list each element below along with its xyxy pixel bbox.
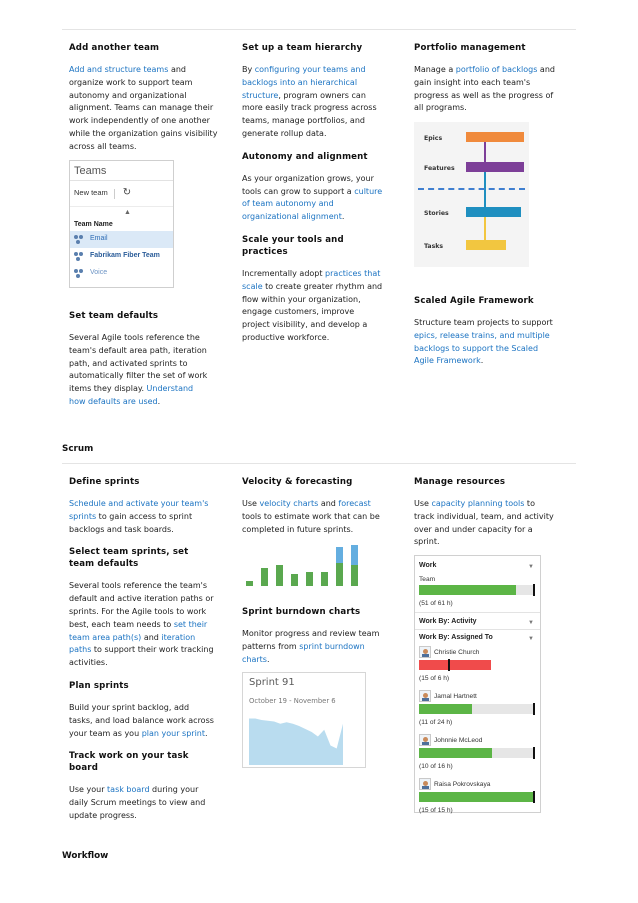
resources-text <box>414 498 556 549</box>
capacity-work-heading[interactable]: Work <box>419 562 437 569</box>
velocity-remaining-bar <box>351 545 358 565</box>
paragraph-text: to create greater rhythm and flow within your organization, engage customers, improve project visibility, and develop a productive workforce. <box>242 281 383 342</box>
portfolio-heading: Portfolio management <box>414 43 526 53</box>
new-team-button[interactable]: New team <box>74 188 108 198</box>
inline-link[interactable]: portfolio of backlogs <box>455 65 538 74</box>
paragraph-text: By <box>242 65 255 74</box>
inline-link[interactable]: epics, release trains, and multiple backlogs to support the Scaled Agile Framework <box>414 330 550 366</box>
member-name: Raisa Pokrovskaya <box>434 781 491 788</box>
velocity-completed-bar <box>261 568 268 586</box>
member-name: Jamal Hartnett <box>434 693 477 700</box>
avatar <box>419 778 431 790</box>
paragraph-text: and gain insight into each team's progress as well as the progress of all programs. <box>414 65 555 113</box>
burndown-chart-dates: October 19 - November 6 <box>249 697 336 705</box>
member-capacity-fill <box>419 748 492 758</box>
member-capacity-fill <box>419 660 491 670</box>
member-capacity-summary: (10 of 16 h) <box>419 763 453 770</box>
backlog-level-bar <box>466 132 524 142</box>
resources-heading: Manage resources <box>414 477 506 487</box>
avatar <box>419 734 431 746</box>
workflow-heading: Workflow <box>62 851 109 861</box>
col-sprints <box>69 476 214 833</box>
paragraph-text: tools to estimate work that can be completed in future sprints. <box>242 511 380 534</box>
paragraph-text: Structure team projects to support <box>414 318 553 327</box>
velocity-completed-bar <box>306 572 313 586</box>
autonomy-heading: Autonomy and alignment <box>242 151 368 162</box>
paragraph-text: and <box>141 632 162 642</box>
burndown-chart-title: Sprint 91 <box>249 677 295 688</box>
team-row[interactable] <box>70 248 173 265</box>
inline-link[interactable]: culture of team autonomy and organizational alignment <box>242 186 383 222</box>
burndown-text <box>242 628 384 666</box>
inline-link[interactable]: plan your sprint <box>141 728 205 738</box>
paragraph-text: Use <box>242 499 260 508</box>
team-defaults-text <box>69 332 209 409</box>
member-capacity-fill <box>419 704 472 714</box>
member-capacity-marker <box>448 659 450 671</box>
portfolio-divider <box>418 188 525 190</box>
member-name: Johnnie McLeod <box>434 737 483 744</box>
velocity-completed-bar <box>351 565 358 586</box>
define-sprints-heading: Define sprints <box>69 477 140 487</box>
avatar <box>419 646 431 658</box>
inline-link[interactable]: iteration paths <box>69 632 196 655</box>
paragraph-text: Incrementally adopt <box>242 268 326 278</box>
scale-heading: Scale your tools and practices <box>242 234 344 257</box>
teams-panel-title: Teams <box>70 161 173 181</box>
capacity-by-activity[interactable]: Work By: Activity <box>419 618 477 625</box>
collapse-icon[interactable]: ▼ <box>528 636 534 642</box>
team-capacity-summary: (51 of 61 h) <box>419 600 453 607</box>
paragraph-text: to support their work tracking activities. <box>69 645 214 668</box>
capacity-divider <box>415 629 540 630</box>
backlog-level-label: Features <box>424 165 455 172</box>
paragraph-text: to track individual, team, and activity over and under capacity for a sprint. <box>414 499 554 547</box>
velocity-completed-bar <box>276 565 283 586</box>
capacity-panel <box>414 555 541 813</box>
paragraph-text: Monitor progress and review team patterns from <box>242 629 380 651</box>
member-capacity-marker <box>533 747 535 759</box>
member-capacity-marker <box>533 703 535 715</box>
team-row[interactable] <box>70 231 173 248</box>
col-safe <box>414 295 556 378</box>
collapse-icon[interactable]: ▼ <box>528 620 534 626</box>
velocity-completed-bar <box>291 574 298 586</box>
member-capacity-marker <box>533 791 535 803</box>
col-hierarchy <box>242 42 384 355</box>
col-add-team <box>69 42 219 164</box>
team-name-column-header[interactable]: Team Name <box>74 221 113 228</box>
team-name: Fabrikam Fiber Team <box>90 252 160 260</box>
backlog-level-label: Tasks <box>424 243 444 250</box>
sort-caret-icon: ▲ <box>124 209 131 216</box>
burndown-heading: Sprint burndown charts <box>242 607 361 617</box>
paragraph-text: Manage a <box>414 65 456 74</box>
portfolio-text <box>414 64 556 115</box>
paragraph-text: and <box>318 499 339 508</box>
paragraph-text: to gain access to sprint backlogs and task boards. <box>69 511 193 534</box>
backlog-level-bar <box>466 162 524 172</box>
paragraph-text: . <box>480 356 484 366</box>
select-sprints-text <box>69 580 214 670</box>
team-capacity-fill <box>419 585 516 595</box>
inline-link[interactable]: capacity planning tools <box>431 499 525 508</box>
portfolio-diagram <box>414 122 529 267</box>
col-team-defaults <box>69 310 209 419</box>
velocity-remaining-bar <box>336 547 343 563</box>
inline-link[interactable]: practices that scale <box>242 268 381 291</box>
velocity-completed-bar <box>336 563 343 586</box>
plan-sprints-text <box>69 702 214 740</box>
add-team-heading: Add another team <box>69 43 160 53</box>
task-board-heading: Track work on your task board <box>69 751 189 774</box>
member-capacity-bar <box>419 792 535 802</box>
paragraph-text: . <box>341 212 345 222</box>
backlog-level-label: Stories <box>424 210 449 217</box>
member-capacity-bar <box>419 660 491 670</box>
define-sprints-text <box>69 498 214 536</box>
select-sprints-heading: Select team sprints, set team defaults <box>69 547 189 570</box>
task-board-text <box>69 784 214 822</box>
team-icon <box>74 269 84 278</box>
inline-link[interactable]: velocity charts <box>259 499 319 508</box>
member-capacity-summary: (15 of 6 h) <box>419 675 450 682</box>
scrum-heading: Scrum <box>62 444 94 454</box>
paragraph-text: during your daily Scrum meetings to view and update progress. <box>69 785 206 820</box>
top-divider <box>62 29 576 30</box>
add-team-text <box>69 64 219 154</box>
capacity-divider <box>415 612 540 613</box>
inline-link[interactable]: task board <box>107 785 150 795</box>
velocity-completed-bar <box>246 581 253 586</box>
inline-link[interactable]: Understand how defaults are used <box>69 384 194 406</box>
inline-link[interactable]: set their team area path(s) <box>69 619 208 642</box>
paragraph-text: , program owners can more easily track progress across teams, manage portfolios, and generate rollup data. <box>242 90 377 138</box>
col-portfolio <box>414 42 556 125</box>
inline-link[interactable]: forecast <box>338 499 371 508</box>
paragraph-text: and organize work to support team autonomy and organizational alignment. Teams can manage their work independently of one another while the organization gains visibility across all teams. <box>69 65 218 151</box>
paragraph-text: Several tools reference the team's default and active iteration paths or sprints. For the Agile tools to work best, each team needs to <box>69 581 214 629</box>
inline-link[interactable]: Add and structure teams <box>69 65 169 74</box>
velocity-heading: Velocity & forecasting <box>242 477 353 487</box>
paragraph-text: Several Agile tools reference the team's default area path, iteration path, and activated sprints to automatically filter the set of work items they display. <box>69 333 208 394</box>
teams-toolbar <box>70 181 173 207</box>
safe-heading: Scaled Agile Framework <box>414 296 534 306</box>
member-name: Christie Church <box>434 649 480 656</box>
burndown-remaining-area <box>249 719 343 766</box>
team-capacity-bar <box>419 585 535 595</box>
paragraph-text: . <box>266 654 270 664</box>
avatar <box>419 690 431 702</box>
capacity-team-label: Team <box>419 576 436 583</box>
paragraph-text: . <box>157 396 161 406</box>
burndown-chart <box>242 672 366 768</box>
hierarchy-heading: Set up a team hierarchy <box>242 43 363 53</box>
team-name: Voice <box>90 269 108 277</box>
velocity-text <box>242 498 384 536</box>
burndown-area <box>243 673 367 769</box>
inline-link[interactable]: Schedule and activate your team's sprints <box>69 499 209 521</box>
paragraph-text: Build your sprint backlog, add tasks, and load balance work across your team as you <box>69 702 214 738</box>
member-capacity-bar <box>419 704 535 714</box>
collapse-icon[interactable]: ▼ <box>528 564 534 570</box>
paragraph-text: . <box>205 728 208 738</box>
team-icon <box>74 235 84 244</box>
inline-link[interactable]: configuring your teams and backlogs into an hierarchical structure <box>242 65 366 100</box>
team-capacity-marker <box>533 584 535 596</box>
col-velocity <box>242 476 384 546</box>
member-capacity-bar <box>419 748 535 758</box>
col-burndown <box>242 606 384 676</box>
paragraph-text: Use your <box>69 785 108 795</box>
paragraph-text: As your organization grows, your tools can grow to support a <box>242 173 374 196</box>
backlog-level-label: Epics <box>424 135 443 142</box>
team-row[interactable] <box>70 265 173 282</box>
autonomy-text <box>242 173 384 224</box>
scale-text <box>242 268 384 345</box>
team-icon <box>74 252 84 261</box>
velocity-completed-bar <box>321 572 328 586</box>
paragraph-text: Use <box>414 499 432 508</box>
safe-text <box>414 317 556 368</box>
refresh-icon[interactable]: ↻ <box>122 187 132 199</box>
backlog-level-bar <box>466 240 506 250</box>
plan-sprints-heading: Plan sprints <box>69 680 129 691</box>
member-capacity-summary: (15 of 15 h) <box>419 807 453 814</box>
member-capacity-summary: (11 of 24 h) <box>419 719 453 726</box>
scrum-divider <box>62 463 576 464</box>
capacity-by-assigned[interactable]: Work By: Assigned To <box>419 634 493 641</box>
member-capacity-fill <box>419 792 535 802</box>
toolbar-separator <box>114 189 115 199</box>
team-name: Email <box>90 235 108 243</box>
teams-panel <box>69 160 174 288</box>
backlog-level-bar <box>466 207 521 217</box>
inline-link[interactable]: sprint burndown charts <box>242 641 365 664</box>
velocity-chart <box>244 546 366 586</box>
team-defaults-heading: Set team defaults <box>69 311 159 321</box>
col-resources <box>414 476 556 559</box>
hierarchy-text <box>242 64 384 141</box>
